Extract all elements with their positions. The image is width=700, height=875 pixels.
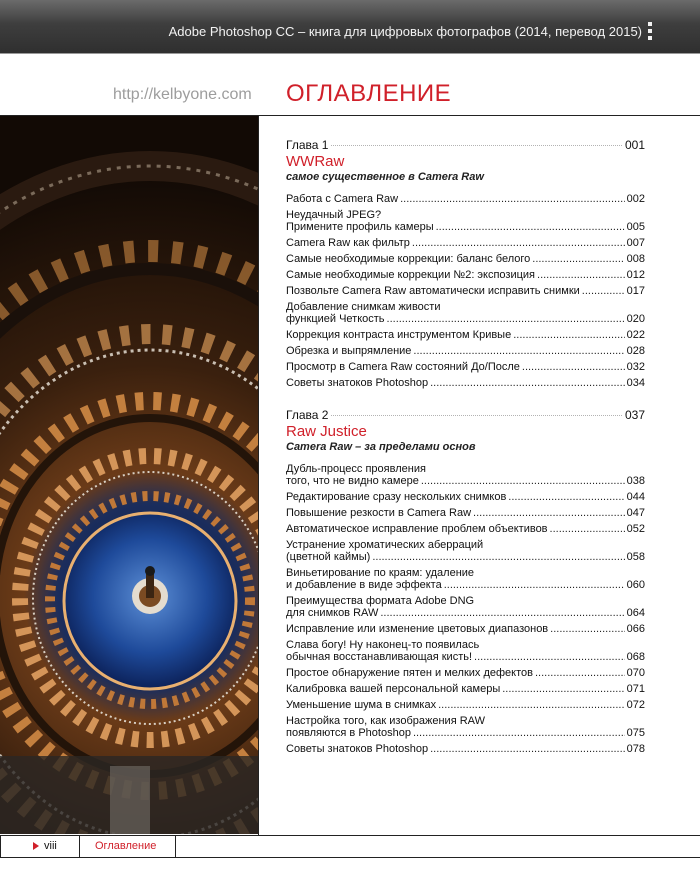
toc-entry[interactable] [286, 595, 645, 619]
toc-entry-title: того, что не видно камере [286, 475, 419, 487]
chapter-title: Raw Justice [286, 423, 367, 440]
dot-leader [474, 651, 625, 663]
toc-entry-line: Устранение хроматических аберраций [286, 539, 484, 551]
toc-entry[interactable] [286, 345, 645, 357]
dot-leader [412, 237, 625, 249]
toc-entry-line: Неудачный JPEG? [286, 209, 382, 221]
chapter-title: WWRaw [286, 153, 345, 170]
dot-leader [438, 699, 625, 711]
toc-entry-page: 022 [626, 329, 645, 341]
dot-leader [387, 313, 625, 325]
toc-entry-page: 038 [626, 475, 645, 487]
toc-entry-page: 047 [626, 507, 645, 519]
dot-leader [400, 193, 625, 205]
chapter-heading-row[interactable] [286, 408, 645, 422]
toc-entry[interactable] [286, 209, 645, 233]
dot-leader [380, 607, 624, 619]
dot-leader [537, 269, 625, 281]
toc-entry[interactable] [286, 253, 645, 265]
toc-entry-line: Дубль-процесс проявления [286, 463, 426, 475]
toc-entry[interactable] [286, 507, 645, 519]
toc-entry-title: обычная восстанавливающая кисть! [286, 651, 473, 663]
dot-leader [550, 523, 625, 535]
toc-entry-title: (цветной каймы) [286, 551, 371, 563]
toc-entry-title: Просмотр в Camera Raw состояний До/После [286, 361, 520, 373]
toc-entry-title: Работа с Camera Raw [286, 193, 399, 205]
toc-entry-title: Исправление или изменение цветовых диапазонов [286, 623, 549, 635]
toc-entry-title: для снимков RAW [286, 607, 379, 619]
dot-leader [522, 361, 625, 373]
toc-entry-title: Автоматическое исправление проблем объективов [286, 523, 548, 535]
toc-entry[interactable] [286, 699, 645, 711]
chapter-page: 037 [624, 408, 645, 422]
dot-leader [413, 345, 624, 357]
toc-entry[interactable] [286, 715, 645, 739]
toc-entry[interactable] [286, 539, 645, 563]
toc-entry-title: Обрезка и выпрямление [286, 345, 412, 357]
footer-divider [79, 835, 80, 857]
footer-bottom-line [0, 857, 700, 858]
toc-entry-page: 075 [626, 727, 645, 739]
footer-top-line [0, 835, 700, 836]
dot-leader [444, 579, 625, 591]
toc-entry-page: 068 [626, 651, 645, 663]
page-number: viii [44, 840, 57, 852]
header-bar [0, 0, 700, 53]
toc-entry-page: 028 [626, 345, 645, 357]
chapter-label: Глава 1 [286, 138, 329, 152]
toc-entry-page: 066 [626, 623, 645, 635]
dot-leader [331, 145, 622, 146]
toc-entry-line: Добавление снимкам живости [286, 301, 441, 313]
dot-leader [430, 377, 625, 389]
toc-entry[interactable] [286, 377, 645, 389]
toc-entry-page: 078 [626, 743, 645, 755]
dot-leader [513, 329, 624, 341]
toc-entry-page: 032 [626, 361, 645, 373]
frame-divider [258, 115, 259, 835]
toc-entry-title: и добавление в виде эффекта [286, 579, 442, 591]
chapter-gap [286, 393, 645, 408]
dot-leader [430, 743, 625, 755]
toc-entry[interactable] [286, 623, 645, 635]
spiral-staircase-photo [0, 116, 258, 834]
toc-entry-title: Camera Raw как фильтр [286, 237, 410, 249]
toc-entry-page: 017 [626, 285, 645, 297]
toc-entry-title: Редактирование сразу нескольких снимков [286, 491, 507, 503]
toc-entry-page: 012 [626, 269, 645, 281]
toc-entry-title: Советы знатоков Photoshop [286, 377, 429, 389]
toc-entry[interactable] [286, 523, 645, 535]
dot-leader [413, 727, 625, 739]
toc-entry-page: 052 [626, 523, 645, 535]
dot-leader [582, 285, 625, 297]
dot-leader [421, 475, 625, 487]
toc-entry-page: 008 [626, 253, 645, 265]
dot-leader [535, 667, 625, 679]
dot-leader [473, 507, 625, 519]
toc-entry-page: 058 [626, 551, 645, 563]
toc-entry-title: Простое обнаружение пятен и мелких дефектов [286, 667, 533, 679]
page-arrow-icon [33, 842, 39, 850]
chapter-subtitle: самое существенное в Camera Raw [286, 171, 484, 183]
toc-entry-page: 072 [626, 699, 645, 711]
toc-entry-title: Калибровка вашей персональной камеры [286, 683, 501, 695]
toc-entry-title: Советы знатоков Photoshop [286, 743, 429, 755]
toc-entry-page: 034 [626, 377, 645, 389]
footer-divider [175, 835, 176, 857]
toc-entry[interactable] [286, 361, 645, 373]
dot-leader [532, 253, 624, 265]
toc-entry[interactable] [286, 639, 645, 663]
toc-entry[interactable] [286, 193, 645, 205]
footer-edge [0, 835, 1, 857]
toc-entry-page: 064 [626, 607, 645, 619]
toc-entry-page: 070 [626, 667, 645, 679]
toc-entry-page: 005 [626, 221, 645, 233]
toc-entry-title: Примените профиль камеры [286, 221, 434, 233]
toc-entry[interactable] [286, 301, 645, 325]
toc-entry-title: Коррекция контраста инструментом Кривые [286, 329, 512, 341]
toc-entry[interactable] [286, 285, 645, 297]
toc-entry[interactable] [286, 237, 645, 249]
toc-entry[interactable] [286, 463, 645, 487]
toc-entry-title: Уменьшение шума в снимках [286, 699, 437, 711]
toc-entry-title: функцией Четкость [286, 313, 385, 325]
toc-entry[interactable] [286, 743, 645, 755]
toc-entry[interactable] [286, 683, 645, 695]
toc-entry[interactable] [286, 269, 645, 281]
toc-entry-title: Самые необходимые коррекции №2: экспозиция [286, 269, 536, 281]
chapter-page: 001 [624, 138, 645, 152]
toc-entry[interactable] [286, 329, 645, 341]
toc-entry-line: Настройка того, как изображения RAW [286, 715, 485, 727]
toc-entry[interactable] [286, 491, 645, 503]
dot-leader [550, 623, 624, 635]
header-divider [0, 53, 700, 54]
table-of-contents [286, 138, 645, 759]
toc-entry-page: 002 [626, 193, 645, 205]
dot-leader [331, 415, 622, 416]
dot-leader [502, 683, 624, 695]
menu-dots-icon [648, 22, 652, 43]
toc-entry[interactable] [286, 667, 645, 679]
dot-leader [372, 551, 624, 563]
toc-entry-line: Преимущества формата Adobe DNG [286, 595, 475, 607]
toc-entry-line: Виньетирование по краям: удаление [286, 567, 475, 579]
toc-entry-page: 044 [626, 491, 645, 503]
toc-entry-page: 007 [626, 237, 645, 249]
dot-leader [508, 491, 624, 503]
toc-entry-page: 020 [626, 313, 645, 325]
toc-entry-title: Самые необходимые коррекции: баланс белого [286, 253, 531, 265]
header-title: Adobe Photoshop CC – книга для цифровых фотографов (2014, перевод 2015) [168, 24, 642, 39]
chapter-label: Глава 2 [286, 408, 329, 422]
toc-entry-title: появляются в Photoshop [286, 727, 411, 739]
toc-entry[interactable] [286, 567, 645, 591]
footer-section-label[interactable]: Оглавление [95, 840, 157, 852]
toc-entry-line: Слава богу! Ну наконец-то появилась [286, 639, 480, 651]
toc-entry-page: 060 [626, 579, 645, 591]
toc-entry-title: Позвольте Camera Raw автоматически исправить снимки [286, 285, 580, 297]
chapter-heading-row[interactable] [286, 138, 645, 152]
chapter-subtitle: Camera Raw – за пределами основ [286, 441, 476, 453]
toc-entry-title: Повышение резкости в Camera Raw [286, 507, 472, 519]
page-heading: ОГЛАВЛЕНИЕ [286, 80, 452, 107]
toc-entry-page: 071 [626, 683, 645, 695]
site-url: http://kelbyone.com [113, 86, 252, 103]
dot-leader [436, 221, 625, 233]
